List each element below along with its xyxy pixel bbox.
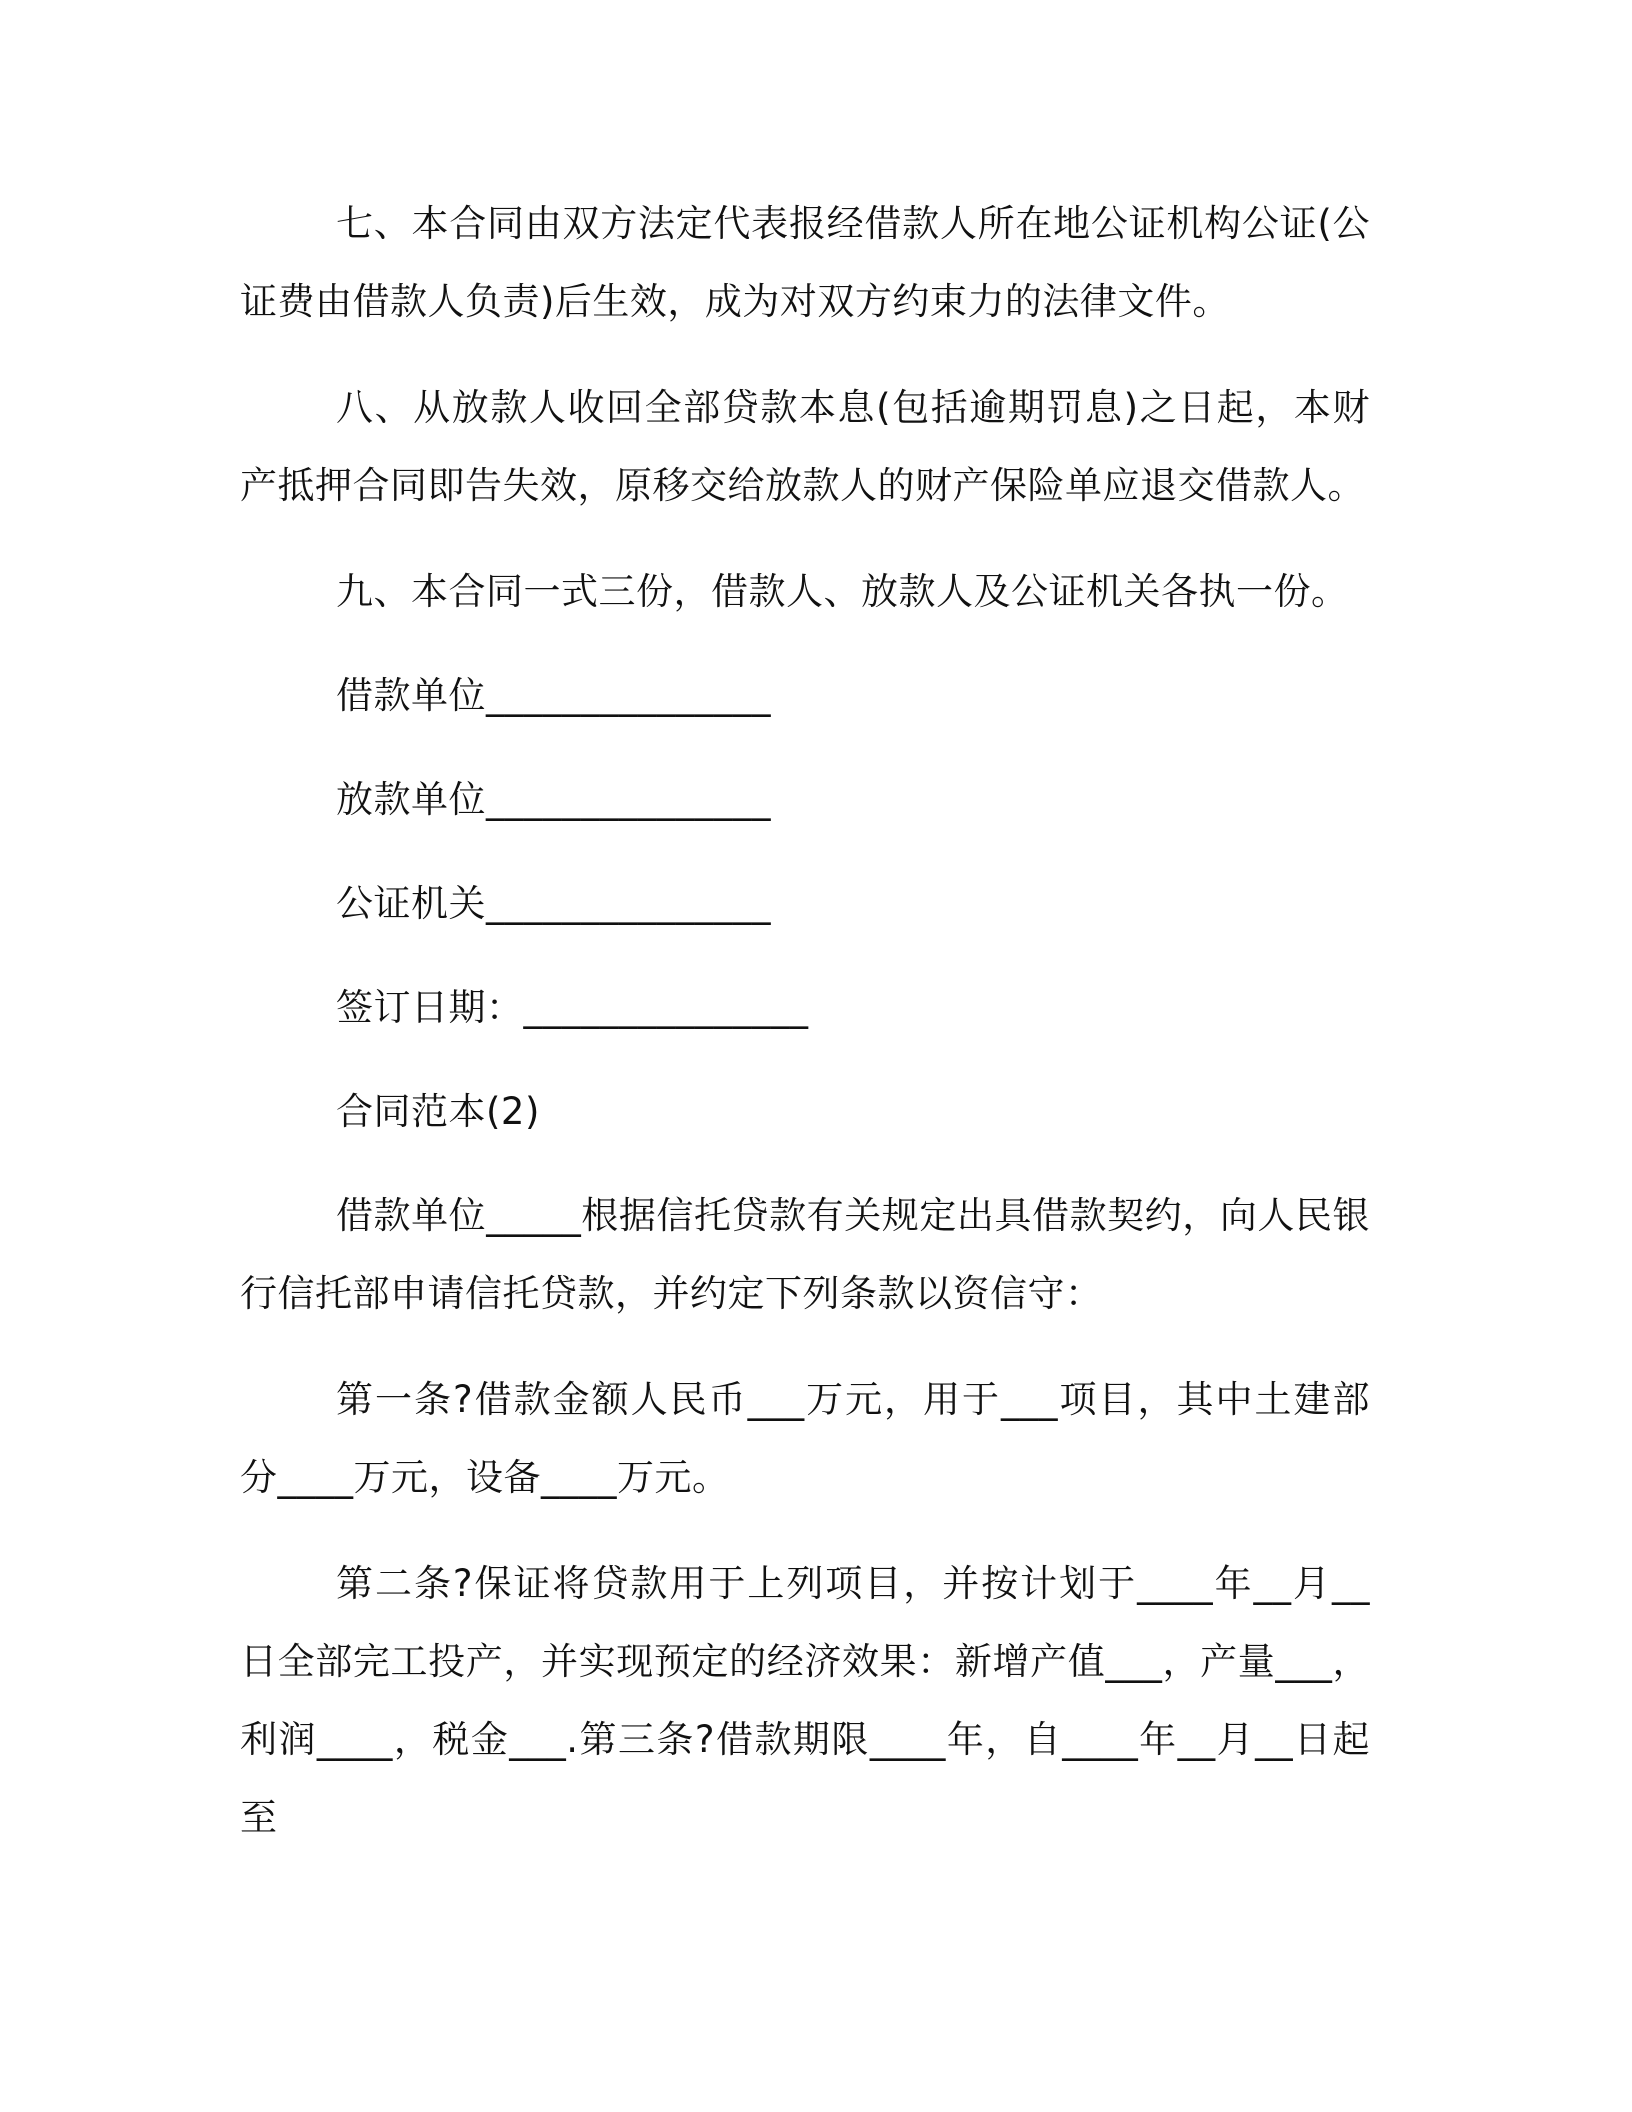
- lender-signature-line: 放款单位_______________: [336, 778, 771, 821]
- clause-nine: 九、本合同一式三份，借款人、放款人及公证机关各执一份。: [336, 570, 1349, 613]
- notary-signature-line: 公证机关_______________: [336, 882, 771, 925]
- clause-eight: 八、从放款人收回全部贷款本息(包括逾期罚息)之日起，本财产抵押合同即告失效，原移交给放款人的财产保险单应退交借款人。: [240, 386, 1370, 507]
- clause-seven: 七、本合同由双方法定代表报经借款人所在地公证机构公证(公证费由借款人负责)后生效，成为对双方约束力的法律文件。: [240, 202, 1370, 323]
- signing-date-line: 签订日期：_______________: [336, 986, 809, 1029]
- loan-agreement-intro: 借款单位_____根据信托贷款有关规定出具借款契约，向人民银行信托部申请信托贷款，并约定下列条款以资信守：: [240, 1194, 1370, 1315]
- borrower-signature-line: 借款单位_______________: [336, 674, 771, 717]
- contract-template-heading: 合同范本(2): [336, 1090, 540, 1133]
- article-two-three: 第二条?保证将贷款用于上列项目，并按计划于____年__月__日全部完工投产，并实现预定的经济效果：新增产值___，产量___，利润____，税金___.第三条?借款期限____年，自____年__月__日起至: [240, 1562, 1370, 1839]
- article-one: 第一条?借款金额人民币___万元，用于___项目，其中土建部分____万元，设备____万元。: [240, 1378, 1370, 1499]
- document-body: [240, 185, 1370, 1885]
